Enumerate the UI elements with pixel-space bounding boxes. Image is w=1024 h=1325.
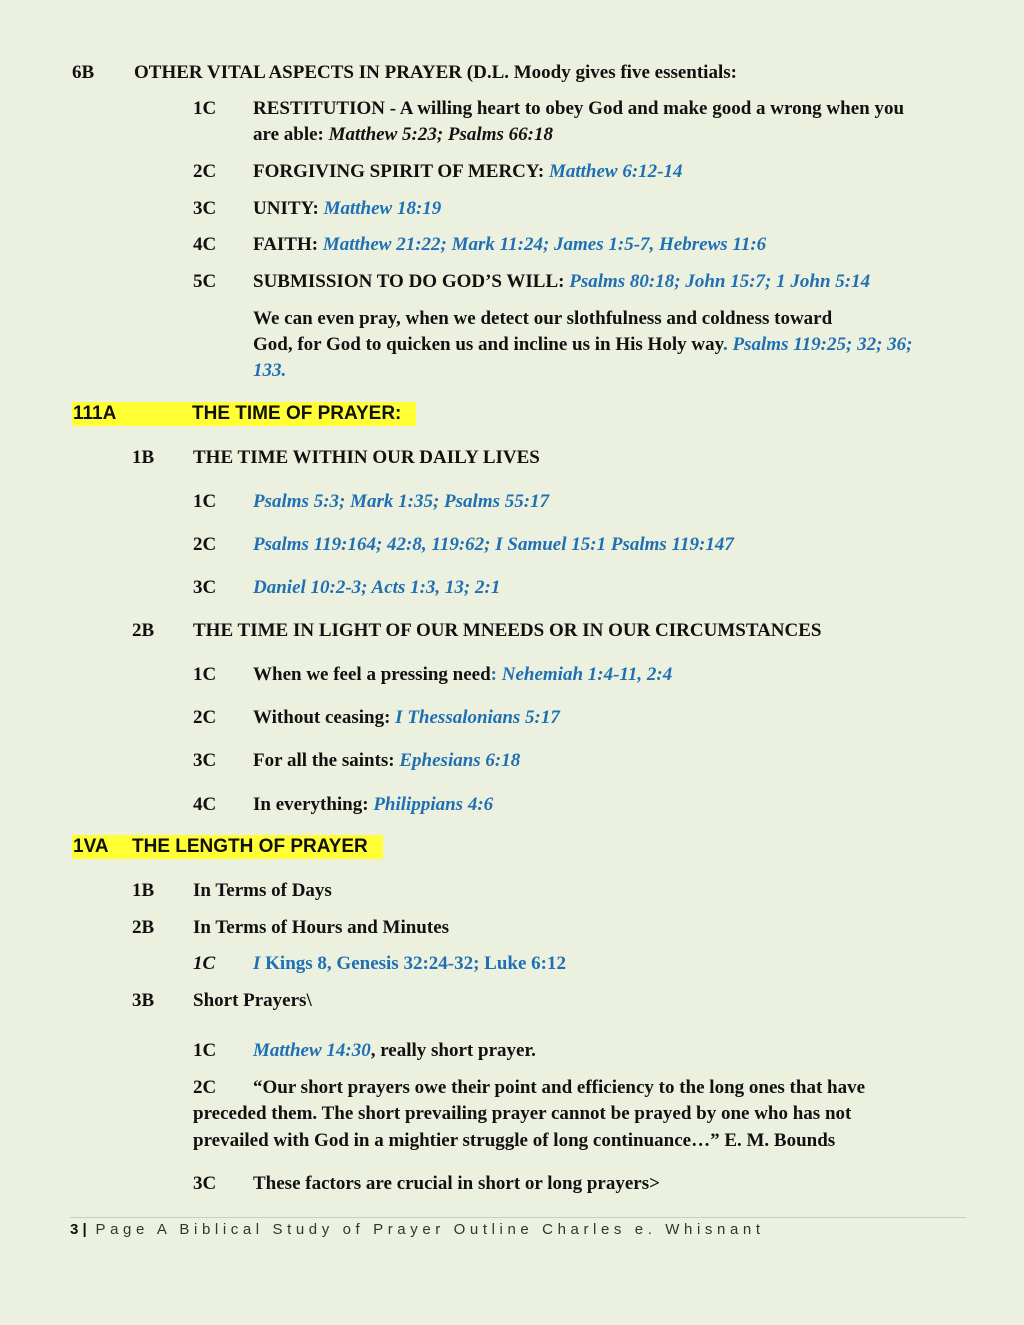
note-line-2 (253, 332, 913, 358)
scripture-refs: Matthew 5:23; Psalms 66:18 (328, 124, 553, 145)
outline-text: , really short prayer. (370, 1040, 536, 1061)
quote-text: prevailed with God in a mightier struggle of long continuance…” E. M. Bounds (193, 1130, 836, 1151)
outline-label: 5C (193, 271, 217, 292)
outline-text: FORGIVING SPIRIT OF MERCY: (253, 161, 549, 182)
scripture-refs[interactable]: Psalms 5:3; Mark 1:35; Psalms 55:17 (253, 491, 550, 512)
note-line-3 (253, 358, 286, 384)
outline-heading: THE TIME IN LIGHT OF OUR MNEEDS OR IN OUR CIRCUMSTANCES (193, 620, 822, 641)
scripture-refs[interactable]: I Thessalonians 5:17 (395, 707, 560, 728)
section-title: THE LENGTH OF PRAYER (132, 836, 368, 857)
outline-text: When we feel a pressing need (253, 664, 491, 685)
scripture-refs[interactable]: Matthew 6:12-14 (548, 161, 683, 182)
outline-heading: Short Prayers\ (193, 990, 312, 1011)
page-number: 3 | (70, 1221, 87, 1238)
outline-text: UNITY: (253, 198, 324, 219)
outline-text: In everything: (253, 794, 374, 815)
section-heading-time (72, 402, 416, 426)
outline-heading: OTHER VITAL ASPECTS IN PRAYER (D.L. Moody gives five essentials: (134, 62, 737, 83)
scripture-refs[interactable]: Matthew 14:30 (253, 1040, 371, 1061)
scripture-refs[interactable]: Nehemiah 1:4-11, 2:4 (501, 664, 673, 685)
quote-line-2 (193, 1101, 851, 1127)
outline-label: 1B (132, 447, 155, 468)
scripture-refs[interactable]: Philippians 4:6 (373, 794, 494, 815)
outline-label: 1C (193, 1040, 217, 1061)
outline-label: 1C (193, 491, 217, 512)
outline-label: 2C (193, 1077, 217, 1098)
outline-text: RESTITUTION - A willing heart to obey God and make good a wrong when you (253, 98, 905, 119)
outline-label: 3B (132, 990, 155, 1011)
section-heading-length (72, 835, 383, 859)
outline-label: 3C (193, 750, 217, 771)
outline-label: 3C (193, 577, 217, 598)
scripture-refs[interactable]: Ephesians 6:18 (399, 750, 521, 771)
outline-label: 3C (193, 1173, 217, 1194)
outline-heading: In Terms of Days (193, 880, 332, 901)
outline-label: 6B (72, 62, 95, 83)
section-label: 111A (73, 403, 117, 424)
outline-punct: : (490, 664, 502, 685)
scripture-refs[interactable]: Psalms 80:18; John 15:7; 1 John 5:14 (569, 271, 871, 292)
outline-heading: In Terms of Hours and Minutes (193, 917, 450, 938)
outline-text: These factors are crucial in short or long prayers> (253, 1173, 660, 1194)
outline-text: SUBMISSION TO DO GOD’S WILL: (253, 271, 570, 292)
outline-text: Without ceasing: (253, 707, 396, 728)
outline-label: 1C (193, 664, 217, 685)
outline-label: 2C (193, 161, 217, 182)
outline-label: 2B (132, 917, 155, 938)
scripture-refs[interactable]: Matthew 18:19 (323, 198, 442, 219)
scripture-refs[interactable]: Daniel 10:2-3; Acts 1:3, 13; 2:1 (253, 577, 501, 598)
section-label: 1VA (73, 836, 109, 857)
outline-label: 3C (193, 198, 217, 219)
outline-heading: THE TIME WITHIN OUR DAILY LIVES (193, 447, 540, 468)
scripture-refs[interactable]: Psalms 119:25; 32; 36; (732, 334, 913, 355)
outline-label: 1C (193, 98, 217, 119)
outline-label: 2C (193, 534, 217, 555)
scripture-refs[interactable]: 133. (253, 360, 287, 381)
quote-line-3 (193, 1128, 835, 1154)
note-punct: . (723, 334, 733, 355)
outline-label: 1C (193, 953, 216, 974)
note-line-1 (253, 306, 832, 332)
outline-label: 2C (193, 707, 217, 728)
section-title: THE TIME OF PRAYER: (192, 403, 402, 424)
outline-label: 4C (193, 794, 217, 815)
outline-label: 2B (132, 620, 155, 641)
outline-text: FAITH: (253, 234, 323, 255)
page-footer (70, 1221, 765, 1238)
footer-text: Page A Biblical Study of Prayer Outline Charles e. Whisnant (86, 1221, 765, 1238)
outline-label: 1B (132, 880, 155, 901)
quote-text: “Our short prayers owe their point and efficiency to the long ones that have (253, 1077, 866, 1098)
note-text: God, for God to quicken us and incline us in His Holy way (253, 334, 724, 355)
outline-text: For all the saints: (253, 750, 400, 771)
scripture-refs[interactable]: Kings 8, Genesis 32:24-32; Luke 6:12 (260, 953, 567, 974)
scripture-refs[interactable]: Psalms 119:164; 42:8, 119:62; I Samuel 15:1 Psalms 119:147 (253, 534, 734, 555)
outline-text: are able: (253, 124, 329, 145)
quote-text: preceded them. The short prevailing prayer cannot be prayed by one who has not (193, 1103, 852, 1124)
outline-label: 4C (193, 234, 217, 255)
note-text: We can even pray, when we detect our slothfulness and coldness toward (253, 308, 833, 329)
outline-6b-1c-cont (253, 122, 553, 148)
footer-divider (70, 1217, 966, 1218)
scripture-refs[interactable]: Matthew 21:22; Mark 11:24; James 1:5-7, Hebrews 11:6 (322, 234, 767, 255)
